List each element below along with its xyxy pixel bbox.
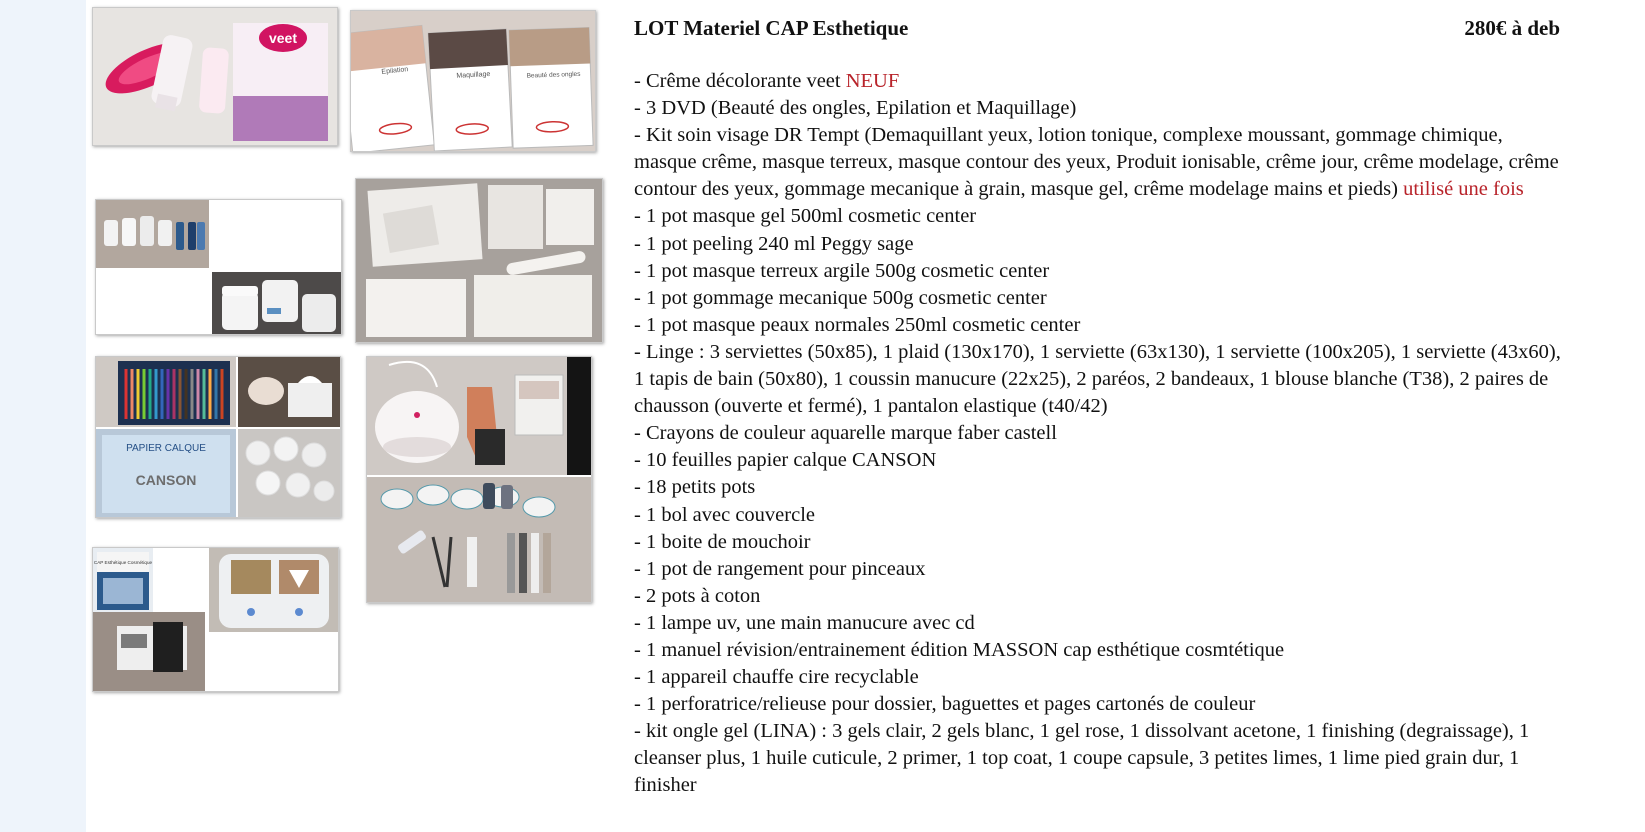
veet-logo-text: veet bbox=[268, 30, 298, 46]
perforator-image bbox=[93, 612, 205, 691]
list-item: - Crême décolorante veet NEUF bbox=[634, 70, 900, 92]
dvd-label-maquillage: Maquillage bbox=[456, 70, 491, 80]
dvds-image bbox=[351, 11, 595, 151]
veet-products-image bbox=[93, 8, 337, 145]
gel-jars-image bbox=[212, 272, 341, 334]
nail-tools-image bbox=[367, 477, 591, 602]
list-item: - 3 DVD (Beauté des ongles, Epilation et Maquillage) bbox=[634, 97, 1077, 120]
list-item: - 1 perforatrice/relieuse pour dossier, baguettes et pages cartonés de couleur bbox=[634, 693, 1256, 716]
highlight-neuf: NEUF bbox=[845, 70, 900, 92]
photo-pots-collage[interactable] bbox=[95, 199, 342, 335]
list-item: - 2 pots à coton bbox=[634, 584, 761, 607]
list-item: - Crayons de couleur aquarelle marque faber castell bbox=[634, 422, 1057, 445]
list-item: - 18 petits pots bbox=[634, 476, 756, 499]
wax-heater-image bbox=[209, 548, 338, 632]
cap-book-title: CAP Esthétique Cosmétique bbox=[93, 560, 153, 565]
dvd-label-ongles: Beauté des ongles bbox=[526, 70, 581, 80]
cap-book-image bbox=[93, 548, 153, 612]
listing-title: LOT Materiel CAP Esthetique bbox=[634, 16, 909, 40]
list-item: - 1 lampe uv, une main manucure avec cd bbox=[634, 611, 975, 634]
listing-price: 280€ à deb bbox=[1464, 16, 1560, 40]
list-item: - 1 pot gommage mecanique 500g cosmetic center bbox=[634, 286, 1047, 309]
list-item: - 1 pot de rangement pour pinceaux bbox=[634, 557, 926, 580]
canson-paper-image bbox=[96, 429, 236, 517]
photo-book-wax-heater[interactable] bbox=[92, 547, 339, 692]
photo-pencils-canson[interactable] bbox=[95, 356, 341, 518]
list-item: - kit ongle gel (LINA) : 3 gels clair, 2 gels blanc, 1 gel rose, 1 dissolvant acetone, 1 finishing (degraissage), 1 cleanser plus, 1 huile cuticule, 2 primer, 1 top coat, 1 coupe capsule, 3 petites limes, 1 lime pied grain dur, 1 finisher bbox=[634, 720, 1530, 797]
list-item: - 1 pot masque peaux normales 250ml cosmetic center bbox=[634, 313, 1081, 336]
dvd-label-epilation: Epilation bbox=[381, 66, 409, 76]
small-pots-image bbox=[238, 429, 340, 517]
highlight-used-once: utilisé une fois bbox=[1403, 178, 1524, 201]
list-item: - 1 pot peeling 240 ml Peggy sage bbox=[634, 232, 914, 255]
listing-description bbox=[634, 68, 1564, 800]
canson-label-brand: CANSON bbox=[135, 472, 197, 488]
list-item: - 1 boite de mouchoir bbox=[634, 530, 811, 553]
list-item: - Linge : 3 serviettes (50x85), 1 plaid (130x170), 1 serviette (63x130), 1 serviette (100x205), 1 serviette (43x60), 1 tapis de bain (50x80), 1 coussin manucure (22x25), 2 paréos, 2 bandeaux, 1 blouse blanche (T38), 2 paires de chausson (ouverte et fermé), 1 pantalon elastique (t40/42) bbox=[634, 340, 1561, 418]
linens-image bbox=[356, 179, 602, 342]
listing-header bbox=[634, 16, 1560, 44]
photo-linens[interactable] bbox=[355, 178, 603, 343]
pencils-box-image bbox=[96, 357, 236, 427]
list-item: - 1 appareil chauffe cire recyclable bbox=[634, 666, 919, 689]
canson-label-paper: PAPIER CALQUE bbox=[126, 443, 206, 454]
list-item: - 10 feuilles papier calque CANSON bbox=[634, 449, 937, 472]
photo-dvds[interactable] bbox=[350, 10, 596, 152]
list-item: - 1 bol avec couvercle bbox=[634, 503, 815, 526]
list-item: - 1 pot masque terreux argile 500g cosmetic center bbox=[634, 259, 1050, 282]
photo-uv-lamp-nail-kit[interactable] bbox=[366, 356, 592, 603]
photo-veet-products[interactable] bbox=[92, 7, 338, 146]
pots-row-image bbox=[96, 200, 209, 268]
list-item: - Kit soin visage DR Tempt (Demaquillant yeux, lotion tonique, complexe moussant, gommage chimique, masque crême, masque terreux, masque contour des yeux, Produit ionisable, crême jour, crême modelage, crême contour des yeux, gommage mecanique à grain, masque gel, crême modelage mains et pieds) utilisé une fois bbox=[634, 124, 1559, 201]
list-item: - 1 pot masque gel 500ml cosmetic center bbox=[634, 205, 977, 228]
uv-lamp-image bbox=[367, 357, 591, 475]
list-item: - 1 manuel révision/entrainement édition MASSON cap esthétique cosmtétique bbox=[634, 638, 1285, 661]
tissue-box-image bbox=[238, 357, 340, 427]
